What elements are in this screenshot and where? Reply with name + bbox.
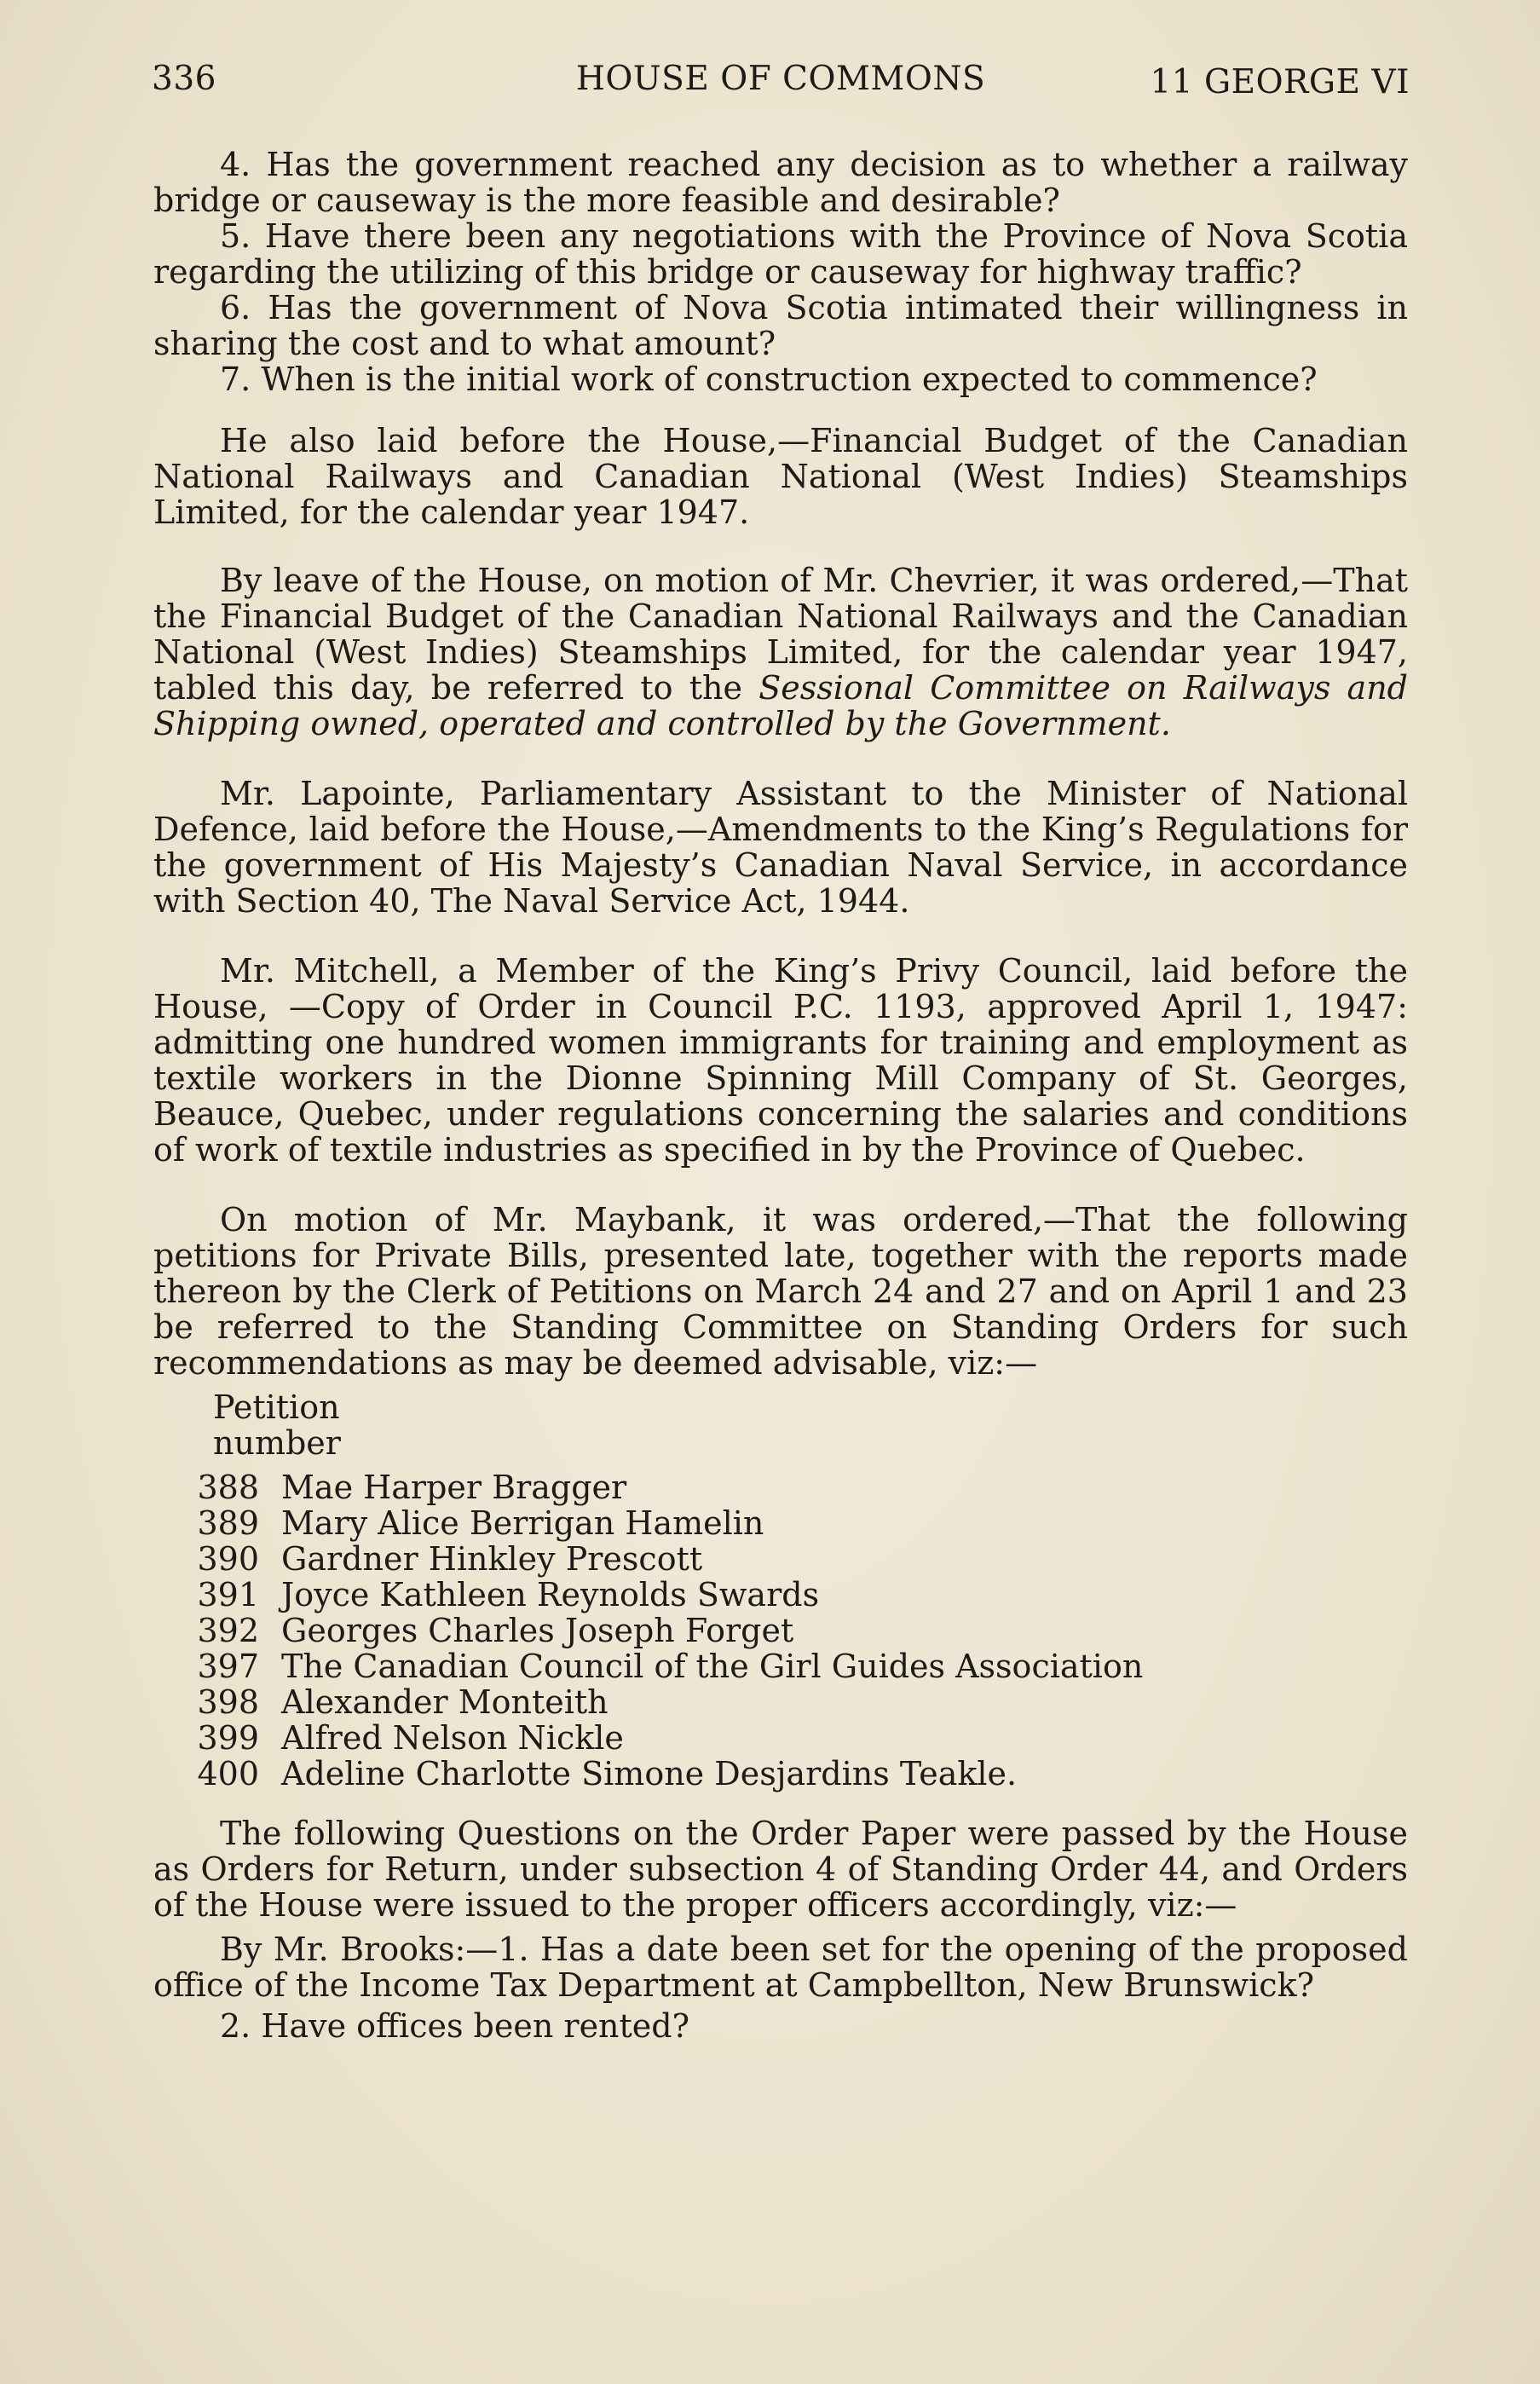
- referral-text: By leave of the House, on motion of Mr. Chevrier, it was ordered,—That the Financial Budget of the Canadian National Railways and the Canadian National (West Indies) Steamships Limited, for the calendar year 1947, tabled this day, be referred to the: [153, 562, 1408, 707]
- running-title: HOUSE OF COMMONS: [575, 60, 986, 98]
- petition-row: [153, 1720, 1408, 1756]
- question-5: 5. Have there been any negotiations with the Province of Nova Scotia regarding the utilizing of this bridge or causeway for highway traffic?: [153, 217, 1408, 291]
- petition-number: 392: [197, 1612, 259, 1649]
- page-body: [153, 147, 1408, 2044]
- paragraph-financial-budget: He also laid before the House,—Financial Budget of the Canadian National Railways and Canadian National (West Indies) Steamships Limited, for the calendar year 1947.: [153, 422, 1408, 531]
- paragraph-referral: [153, 563, 1408, 742]
- question-4: 4. Has the government reached any decision as to whether a railway bridge or causeway is the more feasible and desirable?: [153, 146, 1408, 219]
- paragraph-brooks: By Mr. Brooks:—1. Has a date been set for the opening of the proposed office of the Income Tax Department at Campbellton, New Brunswick?: [153, 1931, 1408, 2004]
- petition-row: [153, 1577, 1408, 1613]
- petition-number: 399: [197, 1719, 259, 1757]
- petitioner-name: Mae Harper Bragger: [281, 1469, 627, 1506]
- petition-number: 397: [197, 1648, 259, 1685]
- petition-number: 388: [197, 1469, 259, 1506]
- page-number: 336: [152, 60, 216, 98]
- petitioner-name: Joyce Kathleen Reynolds Swards: [281, 1576, 820, 1613]
- petition-number: 400: [197, 1755, 259, 1792]
- petition-number: 389: [197, 1504, 259, 1542]
- paragraph-orders-for-return: The following Questions on the Order Paper were passed by the House as Orders for Return, under subsection 4 of Standing Order 44, and Orders of the House were issued to the proper officers accordingly, viz:—: [153, 1815, 1408, 1924]
- petitioner-name: Adeline Charlotte Simone Desjardins Teakle.: [281, 1755, 1018, 1792]
- petitioner-name: The Canadian Council of the Girl Guides Association: [281, 1648, 1144, 1685]
- petition-number: 390: [197, 1540, 259, 1578]
- petition-heading-line1: Petition: [213, 1388, 340, 1426]
- paragraph-brooks-q2: 2. Have offices been rented?: [220, 2007, 689, 2045]
- committee-name: Sessional Committee on Railways and Shipping owned, operated and controlled by the Government.: [153, 669, 1408, 742]
- petition-number: 398: [197, 1683, 259, 1721]
- petitioner-name: Gardner Hinkley Prescott: [281, 1540, 703, 1578]
- petitioner-name: Georges Charles Joseph Forget: [281, 1612, 794, 1649]
- page-header: [152, 60, 1410, 111]
- paragraph-maybank: On motion of Mr. Maybank, it was ordered,—That the following petitions for Private Bills, presented late, together with the reports made thereon by the Clerk of Petitions on March 24 and 27 and on April 1 and 23 be referred to the Standing Committee on Standing Orders for such recommendations as may be deemed advisable, viz:—: [153, 1201, 1408, 1382]
- question-7: 7. When is the initial work of construction expected to commence?: [220, 361, 1318, 398]
- petitioner-name: Alfred Nelson Nickle: [281, 1719, 624, 1757]
- petition-row: [153, 1541, 1408, 1577]
- petition-row: [153, 1505, 1408, 1541]
- petition-column-heading: [213, 1389, 1408, 1461]
- petition-row: [153, 1613, 1408, 1648]
- petition-heading-line2: number: [213, 1424, 341, 1462]
- petitioner-name: Mary Alice Berrigan Hamelin: [281, 1504, 764, 1542]
- petitioner-name: Alexander Monteith: [281, 1683, 609, 1721]
- question-6: 6. Has the government of Nova Scotia intimated their willingness in sharing the cost and to what amount?: [153, 289, 1408, 362]
- petition-row: [153, 1684, 1408, 1720]
- petition-list: [153, 1469, 1408, 1792]
- petition-number: 391: [197, 1576, 259, 1613]
- regnal-year: 11 GEORGE VI: [1150, 63, 1410, 101]
- petition-row: [153, 1469, 1408, 1505]
- paragraph-lapointe: Mr. Lapointe, Parliamentary Assistant to the Minister of National Defence, laid before the House,—Amendments to the King’s Regulations for the government of His Majesty’s Canadian Naval Service, in accordance with Section 40, The Naval Service Act, 1944.: [153, 775, 1408, 920]
- petition-row: [153, 1756, 1408, 1792]
- petition-row: [153, 1648, 1408, 1684]
- paragraph-mitchell: Mr. Mitchell, a Member of the King’s Privy Council, laid before the House, —Copy of Order in Council P.C. 1193, approved April 1, 1947: admitting one hundred women immigrants for training and employment as textile workers in the Dionne Spinning Mill Company of St. Georges, Beauce, Quebec, under regulations concerning the salaries and conditions of work of textile industries as specified in by the Province of Quebec.: [153, 952, 1408, 1169]
